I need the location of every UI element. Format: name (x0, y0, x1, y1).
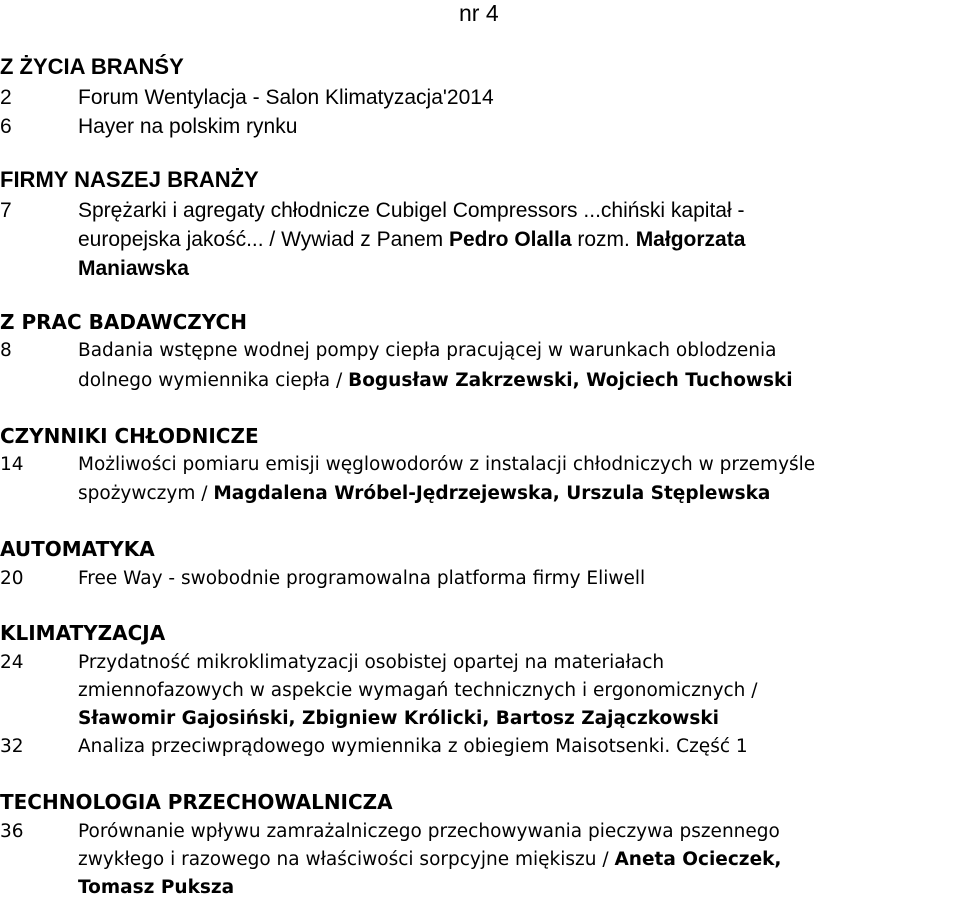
entry-title-line (78, 225, 745, 254)
entry-text: zwykłego i razowego na właściwości sorpcyjne miękiszu / (78, 849, 615, 870)
issue-number: nr 4 (459, 0, 499, 26)
page-number: 2 (0, 86, 12, 109)
page-number: 8 (0, 340, 12, 361)
entry-author: Bogusław Zakrzewski, Wojciech Tuchowski (348, 370, 793, 391)
toc-entry[interactable] (0, 733, 960, 762)
toc-entry[interactable] (0, 112, 960, 141)
toc-entry[interactable] (0, 337, 960, 391)
entry-author: Maniawska (78, 257, 189, 280)
toc-entry[interactable] (0, 451, 960, 505)
entry-author: Aneta Ocieczek, (614, 849, 782, 870)
page-number: 6 (0, 115, 12, 138)
entry-title-line (78, 254, 189, 283)
entry-title: Forum Wentylacja - Salon Klimatyzacja'2014 (78, 86, 494, 109)
section-title-firmy-naszej-branzy: FIRMY NASZEJ BRANŻY (0, 167, 259, 192)
entry-text: europejska jakość... / Wywiad z Panem (78, 228, 449, 251)
page-number: 36 (0, 821, 24, 842)
toc-entry[interactable] (0, 649, 960, 733)
entry-author: Tomasz Puksza (78, 877, 235, 898)
entry-title: Free Way - swobodnie programowalna platforma firmy Eliwell (78, 568, 646, 589)
page-number: 7 (0, 199, 12, 222)
toc-entry[interactable] (0, 83, 960, 112)
page-number: 14 (0, 454, 24, 475)
section-title-czynniki-chlodnicze: CZYNNIKI CHŁODNICZE (0, 424, 259, 448)
entry-title-line (78, 874, 234, 901)
entry-text: rozm. (571, 228, 636, 251)
toc-entry[interactable] (0, 565, 960, 594)
entry-title: Analiza przeciwprądowego wymiennika z obiegiem Maisotsenki. Część 1 (78, 736, 748, 757)
section-title-technologia-przechowalnicza: TECHNOLOGIA PRZECHOWALNICZA (0, 790, 393, 814)
page-number: 20 (0, 568, 24, 589)
entry-title: Hayer na polskim rynku (78, 115, 298, 138)
entry-title-line (78, 705, 719, 732)
entry-title-line: Badania wstępne wodnej pompy ciepła pracującej w warunkach oblodzenia (78, 340, 777, 361)
entry-title-line (78, 367, 793, 394)
section-title-z-prac-badawczych: Z PRAC BADAWCZYCH (0, 310, 247, 334)
entry-author: Magdalena Wróbel-Jędrzejewska, Urszula Stęplewska (213, 483, 771, 504)
toc-entry[interactable] (0, 196, 960, 283)
entry-title-line: Sprężarki i agregaty chłodnicze Cubigel Compressors ...chiński kapitał - (78, 199, 745, 222)
section-title-klimatyzacja: KLIMATYZACJA (0, 621, 166, 645)
page-number: 24 (0, 652, 24, 673)
section-title-automatyka: AUTOMATYKA (0, 537, 155, 561)
entry-text: dolnego wymiennika ciepła / (78, 370, 349, 391)
entry-title-line: Porównanie wpływu zamrażalniczego przechowywania pieczywa pszennego (78, 821, 780, 842)
section-title-z-zycia-branzy: Z ŻYCIA BRANŚY (0, 54, 184, 79)
entry-title-line: Możliwości pomiaru emisji węglowodorów z instalacji chłodniczych w przemyśle (78, 454, 816, 475)
entry-title-line (78, 480, 770, 507)
entry-author: Pedro Olalla (448, 228, 572, 251)
entry-author: Sławomir Gajosiński, Zbigniew Królicki, Bartosz Zajączkowski (78, 708, 719, 729)
entry-text: spożywczym / (78, 483, 214, 504)
toc-entry[interactable] (0, 818, 960, 899)
page-number: 32 (0, 736, 24, 757)
entry-author: Małgorzata (635, 228, 746, 251)
entry-title-line (78, 846, 781, 873)
entry-title-line: zmiennofazowych w aspekcie wymagań technicznych i ergonomicznych / (78, 680, 758, 701)
entry-title-line: Przydatność mikroklimatyzacji osobistej opartej na materiałach (78, 652, 665, 673)
